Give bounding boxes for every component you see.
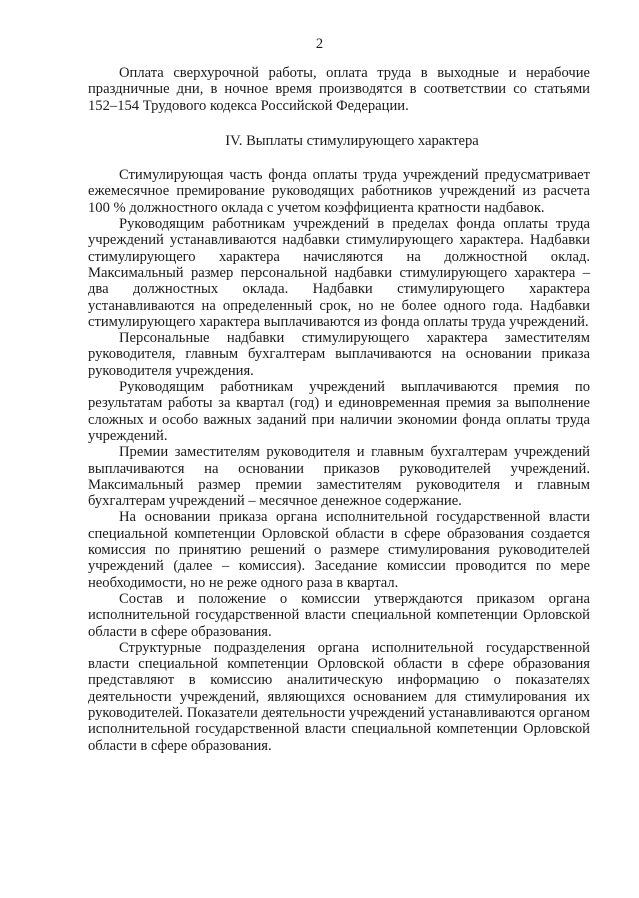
paragraph-7: Состав и положение о комиссии утверждаются приказом органа исполнительной государственной власти специальной компетенции Орловской области в сфере образования. bbox=[88, 590, 590, 640]
paragraph-1: Стимулирующая часть фонда оплаты труда учреждений предусматривает ежемесячное премирование руководящих работников учреждений из расчета 100 % должностного оклада с учетом коэффициента кратности надбавок. bbox=[88, 167, 590, 216]
paragraph-4: Руководящим работникам учреждений выплачиваются премия по результатам работы за квартал (год) и единовременная премия за выполнение сложных и особо важных заданий при наличии экономии фонда оплаты труда учреждений. bbox=[88, 379, 590, 444]
paragraph-3: Персональные надбавки стимулирующего характера заместителям руководителя, главным бухгалтерам выплачиваются на основании приказа руководителя учреждения. bbox=[88, 330, 590, 379]
section-heading: IV. Выплаты стимулирующего характера bbox=[225, 132, 479, 149]
document-body bbox=[88, 65, 590, 754]
paragraph-2: Руководящим работникам учреждений в пределах фонда оплаты труда учреждений устанавливаются надбавки стимулирующего характера. Надбавки стимулирующего характера начисляются на должностной оклад. Максимальный размер персональной надбавки стимулирующего характера – два должностных оклада. Надбавки стимулирующего характера устанавливаются на определенный срок, но не более одного года. Надбавки стимулирующего характера выплачиваются из фонда оплаты труда учреждений. bbox=[88, 216, 590, 330]
page-number: 2 bbox=[315, 36, 324, 52]
paragraph-5: Премии заместителям руководителя и главным бухгалтерам учреждений выплачиваются на основании приказов руководителей учреждений. Максимальный размер премии заместителям руководителя и главным бухгалтерам учреждений – месячное денежное содержание. bbox=[88, 444, 590, 510]
paragraph-6: На основании приказа органа исполнительной государственной власти специальной компетенции Орловской области в сфере образования создается комиссия по принятию решений о размере стимулирования руководителей учреждений (далее – комиссия). Заседание комиссии проводится по мере необходимости, но не реже одного раза в квартал. bbox=[88, 509, 590, 591]
paragraph-8: Структурные подразделения органа исполнительной государственной власти специальной компетенции Орловской области в сфере образования представляют в комиссию аналитическую информацию о показателях деятельности учреждений, являющихся основанием для стимулирования их руководителей. Показатели деятельности учреждений устанавливаются органом исполнительной государственной власти специальной компетенции Орловской области в сфере образования. bbox=[88, 639, 590, 754]
intro-paragraph: Оплата сверхурочной работы, оплата труда в выходные и нерабочие праздничные дни, в ночное время производятся в соответствии со статьями 152–154 Трудового кодекса Российской Федерации. bbox=[88, 65, 590, 114]
